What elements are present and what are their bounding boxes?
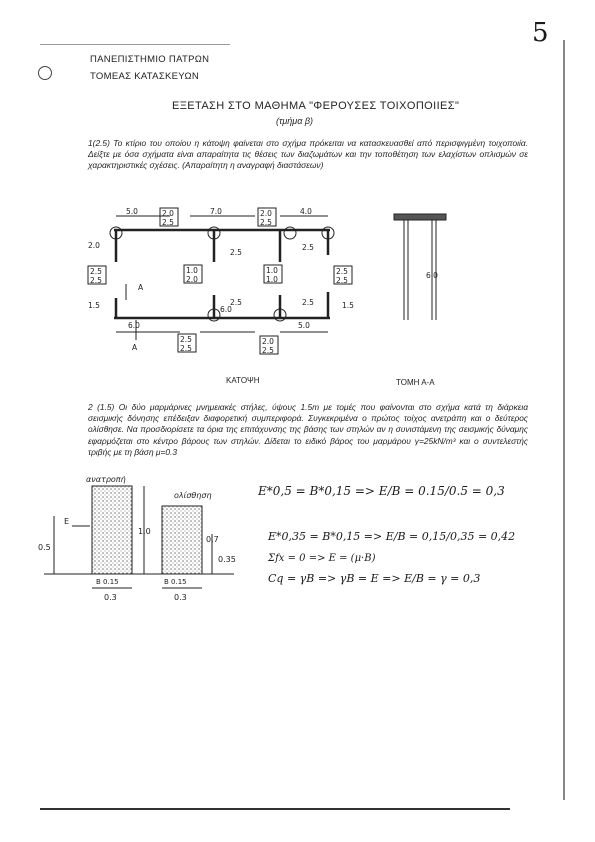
dim-box-mid-b1: 1.0 <box>266 266 278 275</box>
bottom-rule <box>40 808 510 810</box>
base-right: 0.3 <box>174 593 187 602</box>
handwriting-line-4: Cq = γB => γB = E => E/B = γ = 0,3 <box>268 572 481 585</box>
dim-bot-right: 5.0 <box>298 321 310 330</box>
dim-box-bot-1: 2.5 <box>180 335 192 344</box>
university-name: ΠΑΝΕΠΙΣΤΗΜΙΟ ΠΑΤΡΩΝ <box>90 54 210 65</box>
dim-box-bot-3: 2.0 <box>262 337 274 346</box>
column-left <box>92 486 132 574</box>
column-tag-right: ολίσθηση <box>174 491 212 500</box>
exam-title: ΕΞΕΤΑΣΗ ΣΤΟ ΜΑΘΗΜΑ "ΦΕΡΟΥΣΕΣ ΤΟΙΧΟΠΟΙΙΕΣ" <box>172 100 460 112</box>
dim-right-box-2: 2.5 <box>336 276 348 285</box>
dim-right-low: 1.5 <box>342 301 354 310</box>
columns-figure <box>34 476 264 606</box>
dim-right-box-1: 2.5 <box>336 267 348 276</box>
dim-box-bot-4: 2.5 <box>262 346 274 355</box>
height-right: 0.7 <box>206 535 219 544</box>
section-slab <box>394 214 446 220</box>
section-mark-a-top: A <box>138 283 144 292</box>
dim-box-mid-a2: 2.0 <box>186 275 198 284</box>
question-2-text: 2 (1.5) Οι δύο μαρμάρινες μνημειακές στήλες, ύψους 1.5m με τομές που φαίνονται στο σχήμα κατά τη διάρκεια σεισμικής δόνησης επέδειξαν διαφορετική συμπεριφορά. Συγκεκριμένα ο πρώτος τοίχος ανετράπη και ο δεύτερος ολίσθησε. Να προσδιορίσετε τα όρια της επιτάχυνσης της βάσης των στηλών αν η συνιστάμενη της σεισμικής δύναμης εφαρμόζεται στο κέντρο βάρους των στηλών. Δίδεται το ειδικό βάρος του μαρμάρου γ=25kN/m³ και ο συντελεστής τριβής με τη βάση μ=0.3 <box>88 402 528 457</box>
dim-box-top-1: 2.0 <box>162 209 174 218</box>
dim-top-right: 4.0 <box>300 207 312 216</box>
height-mid: 1.0 <box>138 527 151 536</box>
dim-box-top-2: 2.5 <box>162 218 174 227</box>
dim-low-v2: 2.5 <box>302 298 314 307</box>
dim-left-box-2: 2.5 <box>90 276 102 285</box>
handwriting-line-2: E*0,35 = B*0,15 => E/B = 0,15/0,35 = 0,42 <box>268 530 516 543</box>
reaction-right: B 0.15 <box>164 578 187 586</box>
header <box>0 0 595 130</box>
dim-mid-v1: 2.5 <box>230 248 242 257</box>
height-right-2: 0.35 <box>218 555 236 564</box>
dim-box-bot-2: 2.5 <box>180 344 192 353</box>
dim-top-left: 5.0 <box>126 207 138 216</box>
dim-bot-mid: 6.0 <box>220 305 232 314</box>
base-left: 0.3 <box>104 593 117 602</box>
dim-left-h: 2.0 <box>88 241 100 250</box>
dim-bot-left: 6.0 <box>128 321 140 330</box>
section-aa-drawing <box>390 208 470 328</box>
dim-low-v1: 2.5 <box>230 298 242 307</box>
floor-plan-drawing <box>80 200 380 360</box>
department-name: ΤΟΜΕΑΣ ΚΑΤΑΣΚΕΥΩΝ <box>90 71 200 82</box>
force-label: E <box>64 517 70 526</box>
dim-box-mid-a1: 1.0 <box>186 266 198 275</box>
question-1-text: 1(2.5) Το κτίριο του οποίου η κάτοψη φαίνεται στο σχήμα πρόκειται να κατασκευασθεί από περισφιγμένη τοιχοποιία. Δείξτε με όσα σχήματα είναι απαραίτητα τις θέσεις των διαζωμάτων και την τοποθέτηση των ελαχίστων οπλισμών σε χαρακτηριστικές σχέσεις. (Απαραίτητη η αναγραφή διαστάσεων) <box>88 138 528 171</box>
dim-box-top-3: 2.0 <box>260 209 272 218</box>
column-right <box>162 506 202 574</box>
dim-box-mid-b2: 1.0 <box>266 275 278 284</box>
plan-label: ΚΑΤΟΨΗ <box>226 376 260 385</box>
height-left: 0.5 <box>38 543 51 552</box>
dim-top-mid: 7.0 <box>210 207 222 216</box>
dim-mid-v2: 2.5 <box>302 243 314 252</box>
dim-left-box-1: 2.5 <box>90 267 102 276</box>
reaction-left: B 0.15 <box>96 578 119 586</box>
section-mark-a-bottom: A <box>132 343 138 352</box>
column-tag-left: ανατροπή <box>86 476 126 484</box>
university-logo <box>38 66 52 80</box>
dim-box-top-4: 2.5 <box>260 218 272 227</box>
handwriting-line-1: E*0,5 = B*0,15 => E/B = 0.15/0.5 = 0,3 <box>258 484 505 498</box>
right-edge-rule <box>563 40 565 800</box>
dim-left-low: 1.5 <box>88 301 100 310</box>
section-label: ΤΟΜΗ Α-Α <box>396 378 435 387</box>
exam-section: (τμήμα β) <box>276 116 313 126</box>
section-height-label: 6.0 <box>426 271 438 280</box>
page-number: 5 <box>532 18 549 48</box>
handwriting-line-3: Σfx = 0 => E = (μ·B) <box>268 553 376 564</box>
